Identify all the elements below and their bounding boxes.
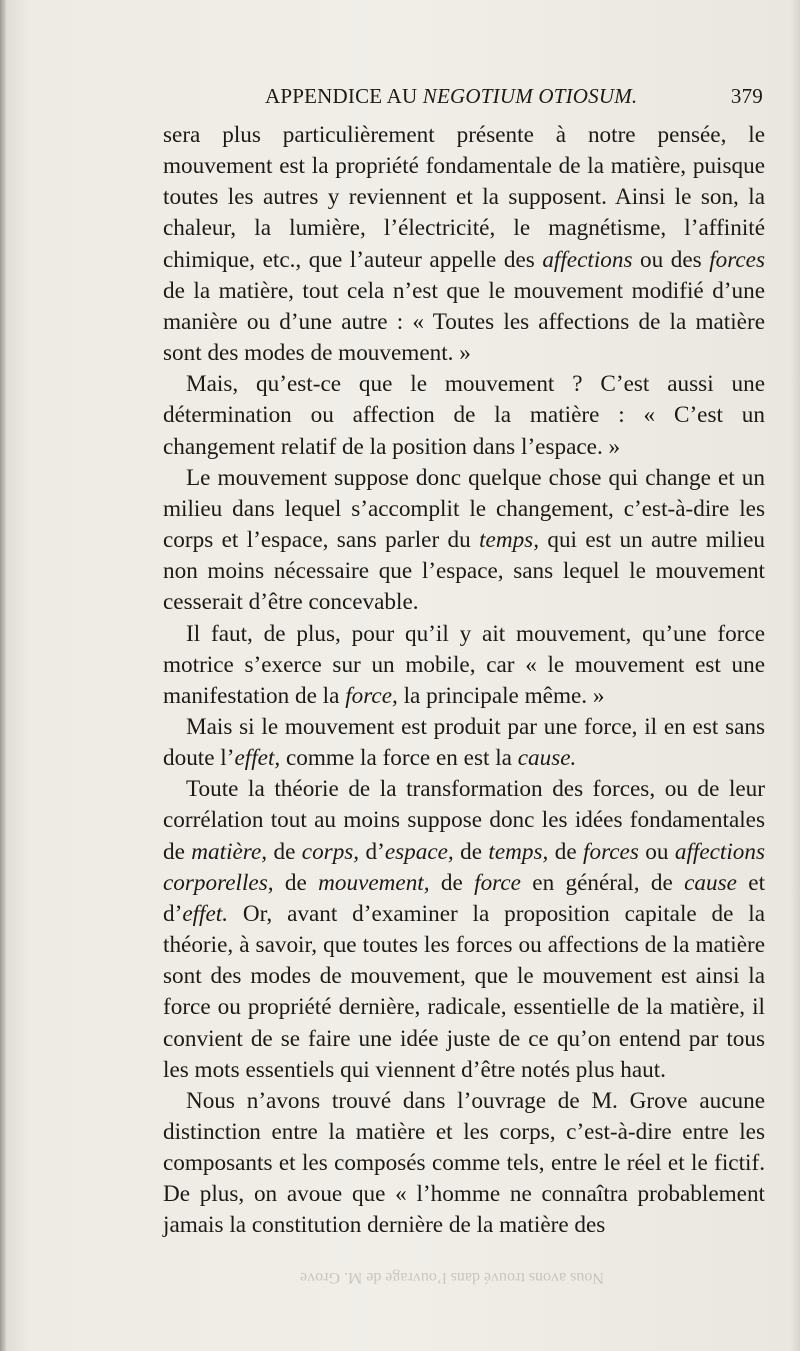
paragraph — [163, 1086, 765, 1242]
bleed-through-text: Nous avons trouvé dans l’ouvrage de M. Grove — [300, 1269, 604, 1286]
italic-term: cause — [684, 869, 737, 896]
text-run: de — [267, 838, 302, 865]
italic-term: espace, — [384, 838, 454, 865]
paragraph — [163, 463, 765, 619]
text-run: qui est un autre milieu non moins nécessaire que l’espace, sans lequel le mouvement cesserait d’être concevable. — [163, 527, 765, 616]
text-run: de — [453, 838, 489, 865]
italic-term: forces — [709, 246, 765, 273]
text-run: Mais, qu’est-ce que le mouvement ? C’est aussi une détermination ou affection de la matière : « C’est un changement relatif de la position dans l’espace. » — [163, 371, 765, 460]
text-run: de — [273, 869, 319, 896]
italic-term: force — [474, 869, 521, 896]
text-run: Toute la théorie de la transformation des forces, ou de leur corrélation tout au moins suppose donc les idées fondamentales de — [163, 776, 765, 865]
text-run: ou des — [632, 246, 710, 273]
paragraph — [163, 120, 765, 369]
text-run: comme la force en est la — [280, 745, 518, 772]
paragraph — [163, 619, 765, 712]
page-number: 379 — [730, 84, 763, 108]
italic-term: temps, — [479, 527, 539, 554]
running-header — [160, 84, 765, 114]
text-run: de la matière, tout cela n’est que le mouvement modifié d’une manière ou d’une autre : « Toutes les affections de la matière sont des modes de mouvement. » — [163, 277, 765, 367]
italic-term: forces — [583, 838, 639, 865]
italic-term: affections corporelles, — [163, 838, 766, 896]
italic-term: mouvement, — [318, 869, 430, 896]
text-run: Il faut, de plus, pour qu’il y ait mouvement, qu’une force motrice s’exerce sur un mobile, car « le mouvement est une manifestation de la — [163, 620, 765, 709]
running-title — [265, 84, 637, 109]
italic-term: force, — [345, 682, 398, 709]
text-run: la principale même. » — [397, 682, 605, 709]
text-run: ou — [638, 838, 675, 865]
text-run: et d’ — [163, 869, 766, 927]
italic-term: cause. — [517, 745, 577, 772]
italic-term: effet. — [182, 900, 229, 927]
text-run: de — [429, 869, 475, 896]
italic-term: matière, — [191, 838, 268, 865]
paragraph — [163, 369, 765, 462]
text-run: sera plus particulièrement présente à notre pensée, le mouvement est la propriété fondamentale de la matière, puisque toutes les autres y reviennent et la supposent. Ainsi le son, la chaleur, la lumière, l’électricité, le magnétisme, l’affinité chimique, etc., que l’auteur appelle des — [163, 122, 765, 273]
italic-term: effet, — [234, 745, 281, 772]
paragraph — [163, 774, 765, 1086]
running-title-italic: NEGOTIUM OTIOSUM. — [422, 84, 638, 108]
text-run: Mais si le mouvement est produit par une force, il en est sans doute l’ — [163, 713, 765, 772]
italic-term: corps, — [301, 838, 360, 865]
running-title-prefix: APPENDICE AU — [265, 84, 423, 108]
text-run: Le mouvement suppose donc quelque chose qui change et un milieu dans lequel s’accomplit le changement, c’est-à-dire les corps et l’espace, sans parler du — [163, 464, 765, 554]
text-run: Or, avant d’examiner la proposition capitale de la théorie, à savoir, que toutes les forces ou affections de la matière sont des modes de mouvement, que le mouvement est ainsi la force ou propriété dernière, radicale, essentielle de la matière, il convient de se faire une idée juste de ce qu’on entend par tous les mots essentiels qui viennent d’être notés plus haut. — [163, 900, 765, 1083]
italic-term: affections — [542, 246, 633, 273]
text-run: de — [548, 838, 584, 865]
italic-term: temps, — [488, 838, 549, 865]
body-text — [163, 120, 765, 1242]
text-run: en général, de — [520, 869, 685, 896]
paragraph — [163, 712, 765, 774]
text-run: Nous n’avons trouvé dans l’ouvrage de M. Grove aucune distinction entre la matière et les corps, c’est-à-dire entre les composants et les composés comme tels, entre le réel et le fictif. De plus, on avoue que « l’homme ne connaîtra probablement jamais la constitution dernière de la matière des — [163, 1087, 765, 1239]
page-gutter-shadow — [0, 0, 6, 1351]
text-run: d’ — [359, 838, 385, 865]
